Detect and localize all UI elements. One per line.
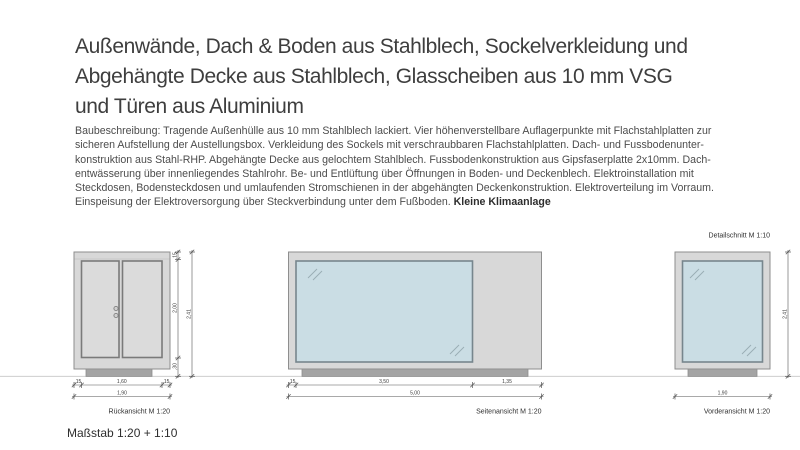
description-line: entwässerung über innenliegendes Stahlrohr. Be- und Entlüftung über Öffnungen in Boden- und Deckenblech. Elektroinstallation mit <box>75 167 694 180</box>
dimension-value: 5,00 <box>410 390 420 397</box>
rear-door-right <box>123 261 163 358</box>
title-line: und Türen aus Aluminium <box>75 95 304 118</box>
rear-view-drawing <box>72 250 195 416</box>
dimension-value: 2,41 <box>782 309 789 319</box>
title-line: Außenwände, Dach & Boden aus Stahlblech, Sockelverkleidung und <box>75 35 688 58</box>
front-glass-panel <box>683 261 763 362</box>
dimension-value: 1,60 <box>116 378 127 385</box>
description-bold-text: Kleine Klimaanlage <box>453 196 551 209</box>
title-line: Abgehängte Decke aus Stahlblech, Glasscheiben aus 10 mm VSG <box>75 65 673 88</box>
dimension-value: ,15 <box>162 378 170 385</box>
dimension-value: 2,41 <box>186 309 193 319</box>
front-view-label: Vorderansicht M 1:20 <box>703 408 770 416</box>
door-handle-icon <box>114 306 118 310</box>
dimension-value: ,30 <box>172 363 179 370</box>
rear-plinth <box>86 369 152 376</box>
dimension-value: 3,50 <box>379 378 389 385</box>
front-plinth <box>688 369 757 376</box>
description-line: konstruktion aus Stahl-RHP. Abgehängte Decke aus gelochtem Stahlblech. Fussbodenkonstruktion aus Gipsfaserplatte 2x10mm. Dach- <box>75 153 711 166</box>
side-view-label: Seitenansicht M 1:20 <box>476 408 542 416</box>
rear-door-left <box>82 261 120 358</box>
side-glass-panel <box>296 261 473 362</box>
dimension-value: 1,90 <box>117 390 127 397</box>
dimension-value: 1,90 <box>717 390 728 397</box>
dimension-value: ,15 <box>172 252 179 260</box>
description-text: Einspeisung der Elektroversorgung über Steckverbindung unter dem Fußboden. <box>75 196 454 209</box>
description-line: Baubeschreibung: Tragende Außenhülle aus 10 mm Stahlblech lackiert. Vier höhenverstellbare Auflagerpunkte mit Flachstahlplatten zur <box>75 125 712 137</box>
rear-view-label: Rückansicht M 1:20 <box>108 408 170 416</box>
scale-note: Maßstab 1:20 + 1:10 <box>67 426 178 440</box>
door-lock-icon <box>114 313 118 317</box>
detail-section-label: Detailschnitt M 1:10 <box>708 232 770 240</box>
dimension-value: 1,35 <box>502 378 512 385</box>
side-plinth <box>302 369 528 376</box>
dimension-value: 2,00 <box>172 303 179 313</box>
dimension-value: ,15 <box>74 378 82 385</box>
front-view-drawing <box>673 233 791 416</box>
side-view-drawing <box>286 252 543 416</box>
description-line: sicheren Aufstellung der Austellungsbox. Verkleidung des Sockels mit verschraubbaren Flachstahlplatten. Dach- und Fussbodenunter- <box>75 139 704 152</box>
description-line: Steckdosen, Bodensteckdosen und umlaufenden Stromschienen in der abgehängten Deckenkonstruktion. Elektroverteilung im Vorraum. <box>75 182 714 195</box>
dimension-value: ,15 <box>288 378 296 385</box>
